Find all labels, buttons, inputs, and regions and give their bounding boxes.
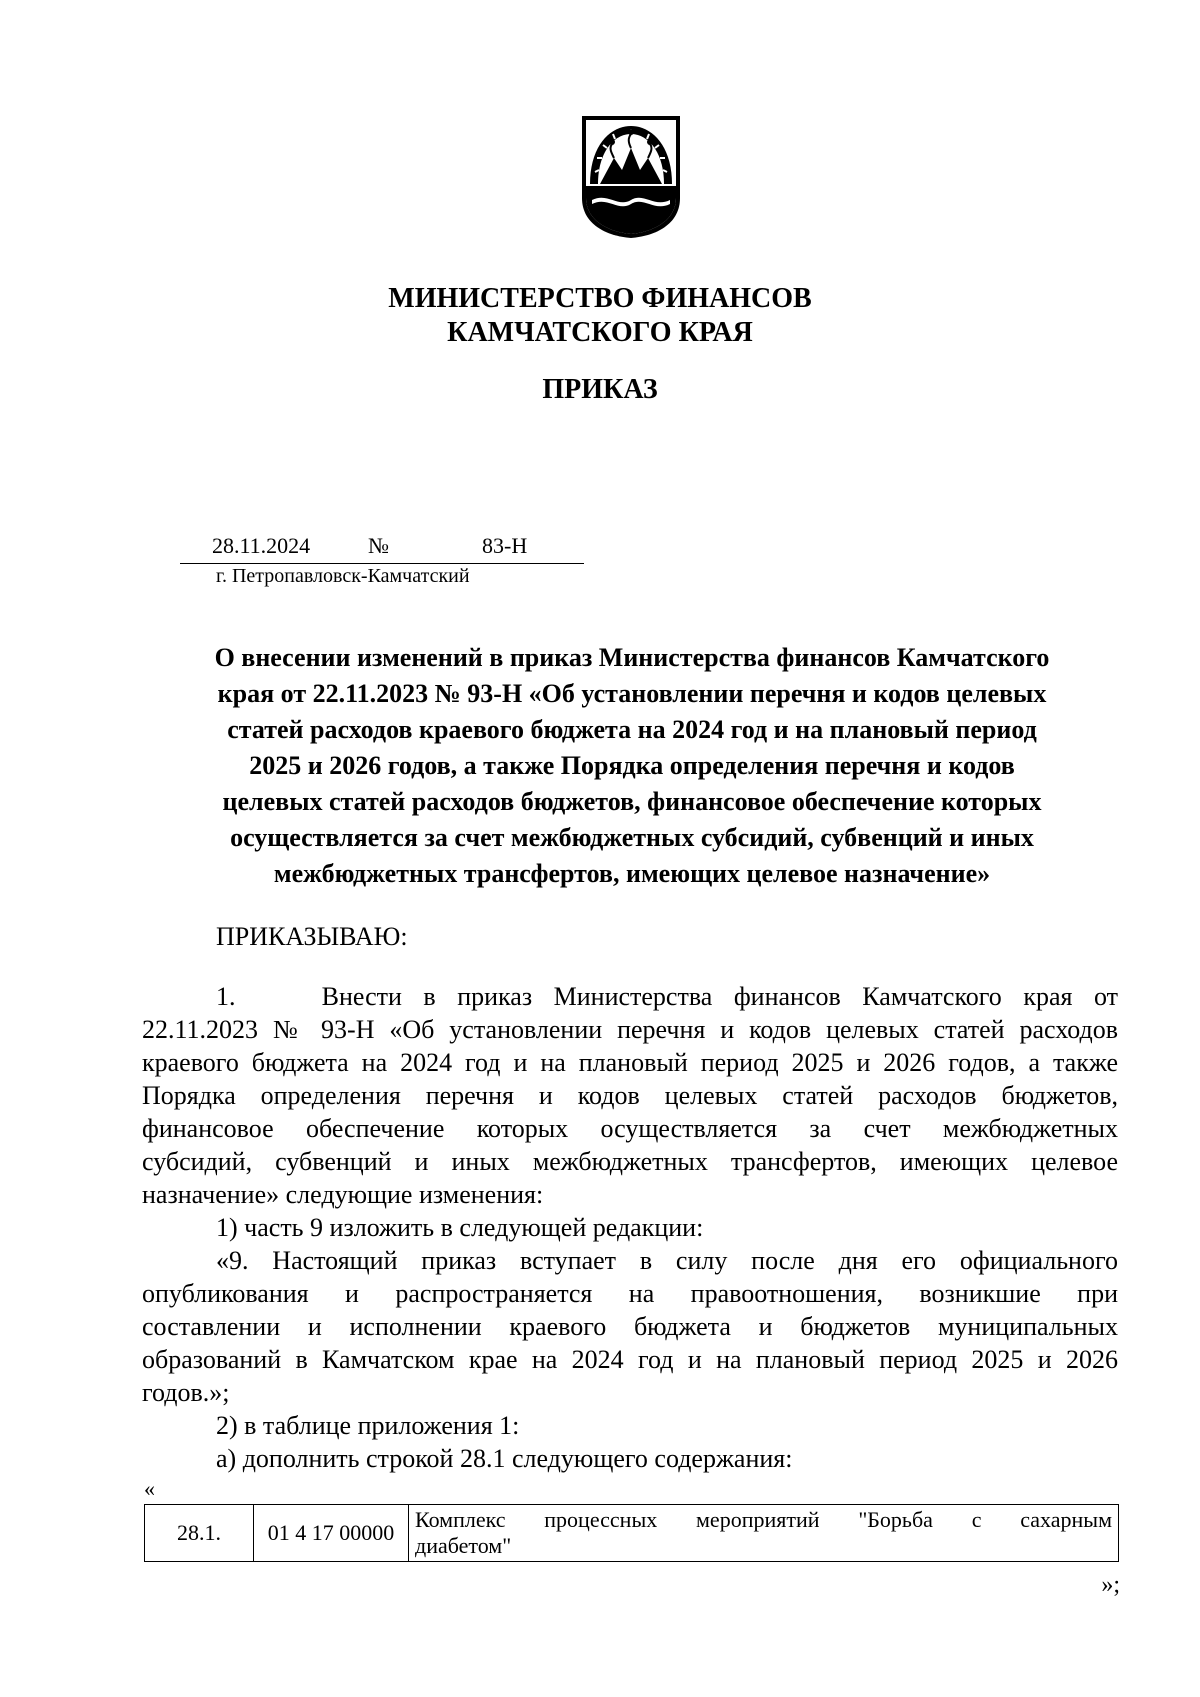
order-date: 28.11.2024: [212, 533, 311, 558]
city-name: г. Петропавловск-Камчатский: [216, 565, 470, 587]
subject-line: межбюджетных трансфертов, имеющих целевое назначение»: [273, 859, 991, 888]
subject-line: края от 22.11.2023 № 93-Н «Об установлении перечня и кодов целевых: [217, 679, 1047, 708]
body-line: назначение» следующие изменения:: [142, 1180, 544, 1209]
subject-line: 2025 и 2026 годов, а также Порядка определения перечня и кодов: [249, 751, 1015, 780]
body-line: Порядка определения перечня и кодов целевых статей расходов бюджетов,: [142, 1081, 1118, 1110]
row-number-cell: 28.1.: [145, 1505, 254, 1562]
body-line: краевого бюджета на 2024 год и на плановый период 2025 и 2026 годов, а также: [142, 1048, 1118, 1077]
body-line: опубликования и распространяется на правоотношения, возникшие при: [142, 1279, 1118, 1308]
body-line: финансовое обеспечение которых осуществляется за счет межбюджетных: [142, 1114, 1118, 1143]
amendment-table: [144, 1504, 1119, 1562]
ministry-name: [0, 282, 1200, 350]
close-quote: »;: [1101, 1572, 1120, 1598]
body-line: «9. Настоящий приказ вступает в силу после дня его официального: [216, 1246, 1118, 1275]
subject-line: О внесении изменений в приказ Министерства финансов Камчатского: [214, 643, 1050, 672]
body-line: 22.11.2023 № 93-Н «Об установлении перечня и кодов целевых статей расходов: [142, 1015, 1118, 1044]
number-sign: №: [368, 533, 389, 558]
body-line: 1) часть 9 изложить в следующей редакции:: [216, 1213, 704, 1242]
body-line: 1. Внести в приказ Министерства финансов Камчатского края от: [216, 982, 1118, 1011]
order-directive: ПРИКАЗЫВАЮ:: [216, 922, 408, 951]
subject-line: целевых статей расходов бюджетов, финансовое обеспечение которых: [222, 787, 1042, 816]
order-number: 83-Н: [482, 533, 528, 558]
open-quote: «: [144, 1476, 155, 1501]
row-text-line-2: диабетом": [415, 1533, 512, 1558]
subject-line: осуществляется за счет межбюджетных субсидий, субвенций и иных: [230, 823, 1034, 852]
body-line: субсидий, субвенций и иных межбюджетных трансфертов, имеющих целевое: [142, 1147, 1118, 1176]
body-line: годов.»;: [142, 1378, 230, 1407]
body-line: 2) в таблице приложения 1:: [216, 1411, 520, 1440]
order-subject: [144, 640, 1120, 892]
table-row: [145, 1505, 1119, 1562]
body-line: образований в Камчатском крае на 2024 год и на плановый период 2025 и 2026: [142, 1345, 1118, 1374]
row-text-line-1: Комплекс процессных мероприятий "Борьба с сахарным: [415, 1507, 1112, 1532]
row-code-cell: 01 4 17 00000: [254, 1505, 409, 1562]
body-line: а) дополнить строкой 28.1 следующего содержания:: [216, 1444, 793, 1473]
ministry-line-2: КАМЧАТСКОГО КРАЯ: [447, 317, 753, 348]
order-body: [142, 980, 1118, 1475]
document-title: ПРИКАЗ: [542, 374, 658, 405]
subject-line: статей расходов краевого бюджета на 2024 год и на плановый период: [227, 715, 1037, 744]
kamchatka-coat-of-arms-icon: [578, 112, 684, 240]
body-line: составлении и исполнении краевого бюджета и бюджетов муниципальных: [142, 1312, 1118, 1341]
row-text-cell: [409, 1505, 1119, 1562]
date-number-line: [180, 533, 584, 564]
ministry-line-1: МИНИСТЕРСТВО ФИНАНСОВ: [388, 283, 812, 314]
